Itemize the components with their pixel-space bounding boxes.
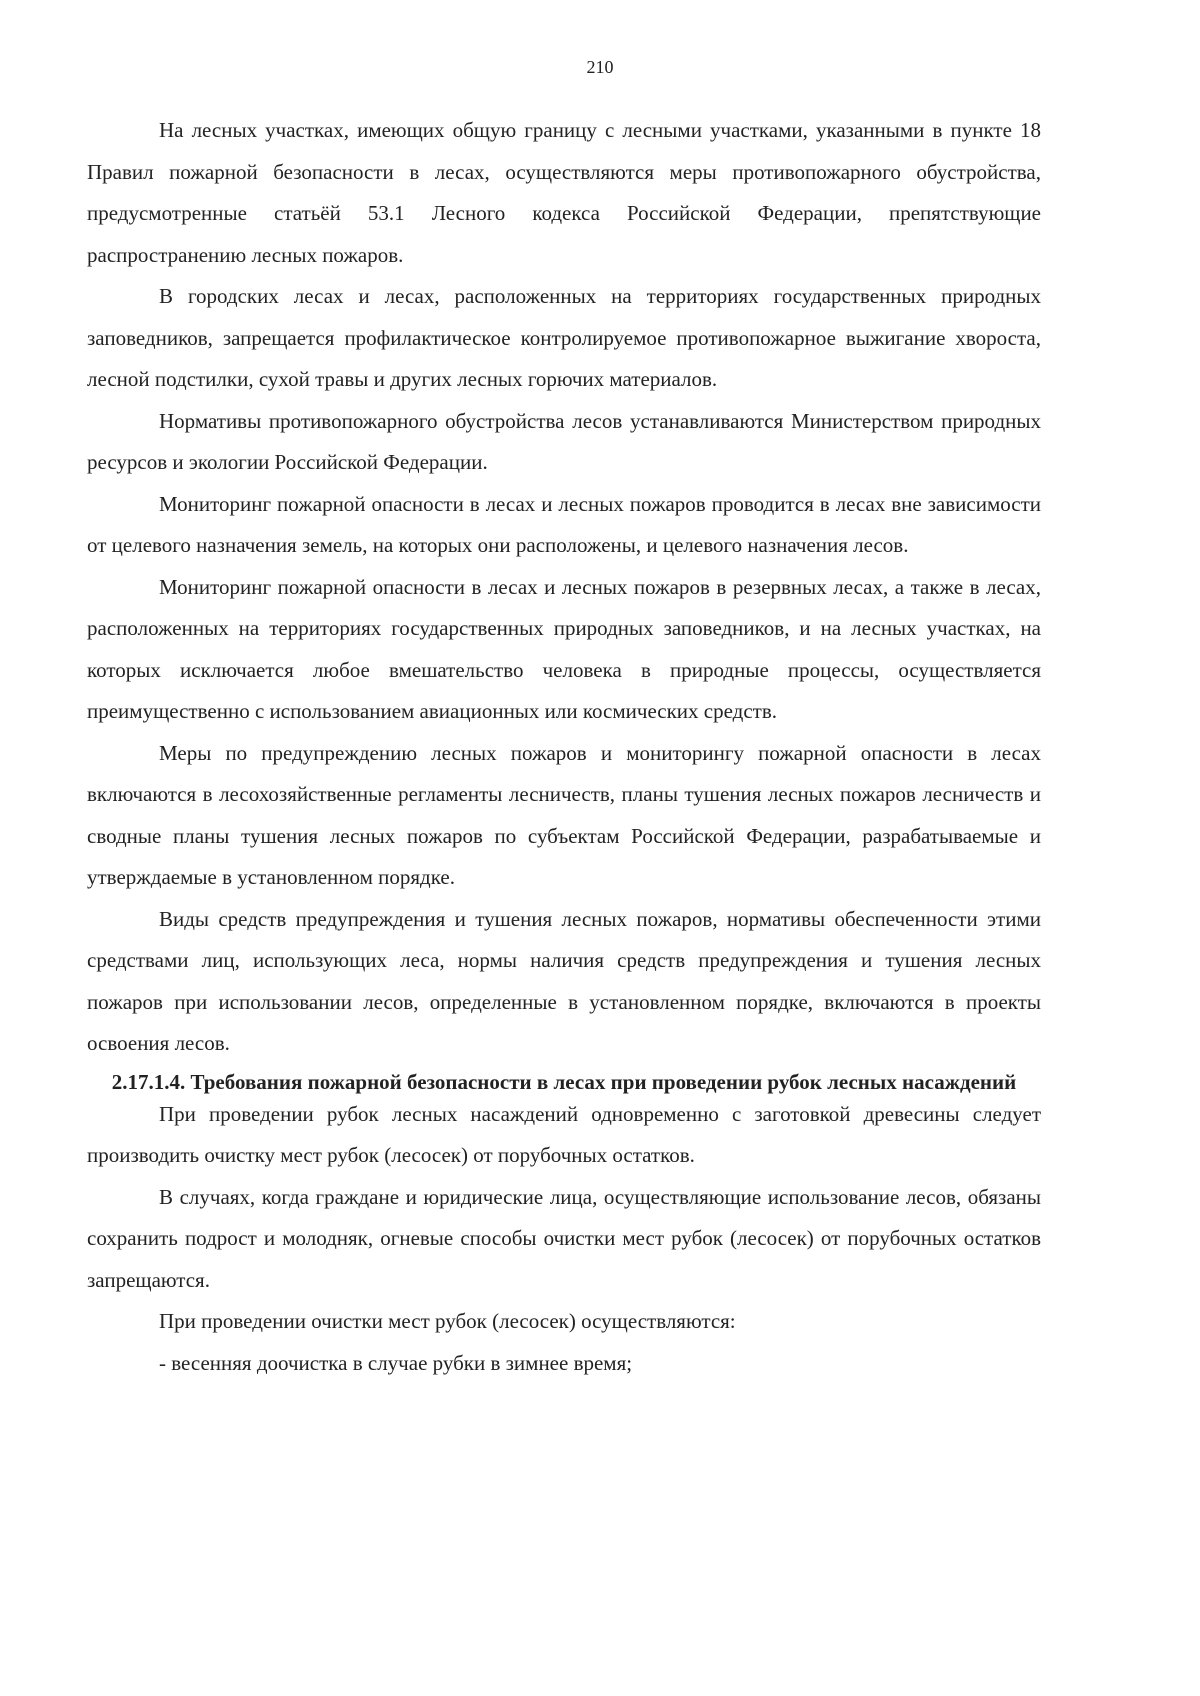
paragraph-fire-standards: Нормативы противопожарного обустройства лесов устанавливаются Министерством природных ресурсов и экологии Российской Федерации.	[87, 408, 1041, 474]
paragraph-cleanup-intro: При проведении очистки мест рубок (лесосек) осуществляются:	[159, 1309, 736, 1333]
paragraph-city-forests: В городских лесах и лесах, расположенных на территориях государственных природных заповедников, запрещается профилактическое контролируемое противопожарное выжигание хвороста, лесной подстилки, сухой травы и других лесных горючих материалов.	[87, 284, 1041, 391]
paragraph-reserve-monitoring: Мониторинг пожарной опасности в лесах и лесных пожаров в резервных лесах, а также в лесах, расположенных на территориях государственных природных заповедников, и на лесных участках, на которых исключается любое вмешательство человека в природные процессы, осуществляется преимущественно с использованием авиационных или космических средств.	[87, 574, 1041, 723]
paragraph-logging-cleanup: При проведении рубок лесных насаждений одновременно с заготовкой древесины следует производить очистку мест рубок (лесосек) от порубочных остатков.	[87, 1101, 1041, 1167]
paragraph-prevention-measures: Меры по предупреждению лесных пожаров и мониторингу пожарной опасности в лесах включаются в лесохозяйственные регламенты лесничеств, планы тушения лесных пожаров лесничеств и сводные планы тушения лесных пожаров по субъектам Российской Федерации, разрабатываемые и утверждаемые в установленном порядке.	[87, 740, 1041, 889]
paragraph-means-types: Виды средств предупреждения и тушения лесных пожаров, нормативы обеспеченности этими средствами лиц, использующих леса, нормы наличия средств предупреждения и тушения лесных пожаров при использовании лесов, определенные в установленном порядке, включаются в проекты освоения лесов.	[87, 906, 1041, 1055]
list-item-spring-cleanup: - весенняя доочистка в случае рубки в зимнее время;	[159, 1350, 633, 1375]
paragraph-adjacent-plots: На лесных участках, имеющих общую границу с лесными участками, указанными в пункте 18 Правил пожарной безопасности в лесах, осуществляются меры противопожарного обустройства, предусмотренные статьёй 53.1 Лесного кодекса Российской Федерации, препятствующие распространению лесных пожаров.	[87, 118, 1041, 267]
document-body	[87, 110, 1041, 1384]
paragraph-monitoring: Мониторинг пожарной опасности в лесах и лесных пожаров проводится в лесах вне зависимости от целевого назначения земель, на которых они расположены, и целевого назначения лесов.	[87, 491, 1041, 557]
section-heading: 2.17.1.4. Требования пожарной безопасности в лесах при проведении рубок лесных насаждений	[111, 1069, 1017, 1094]
paragraph-fire-cleanup-ban: В случаях, когда граждане и юридические лица, осуществляющие использование лесов, обязаны сохранить подрост и молодняк, огневые способы очистки мест рубок (лесосек) от порубочных остатков запрещаются.	[87, 1184, 1041, 1292]
page-number: 210	[586, 57, 614, 77]
